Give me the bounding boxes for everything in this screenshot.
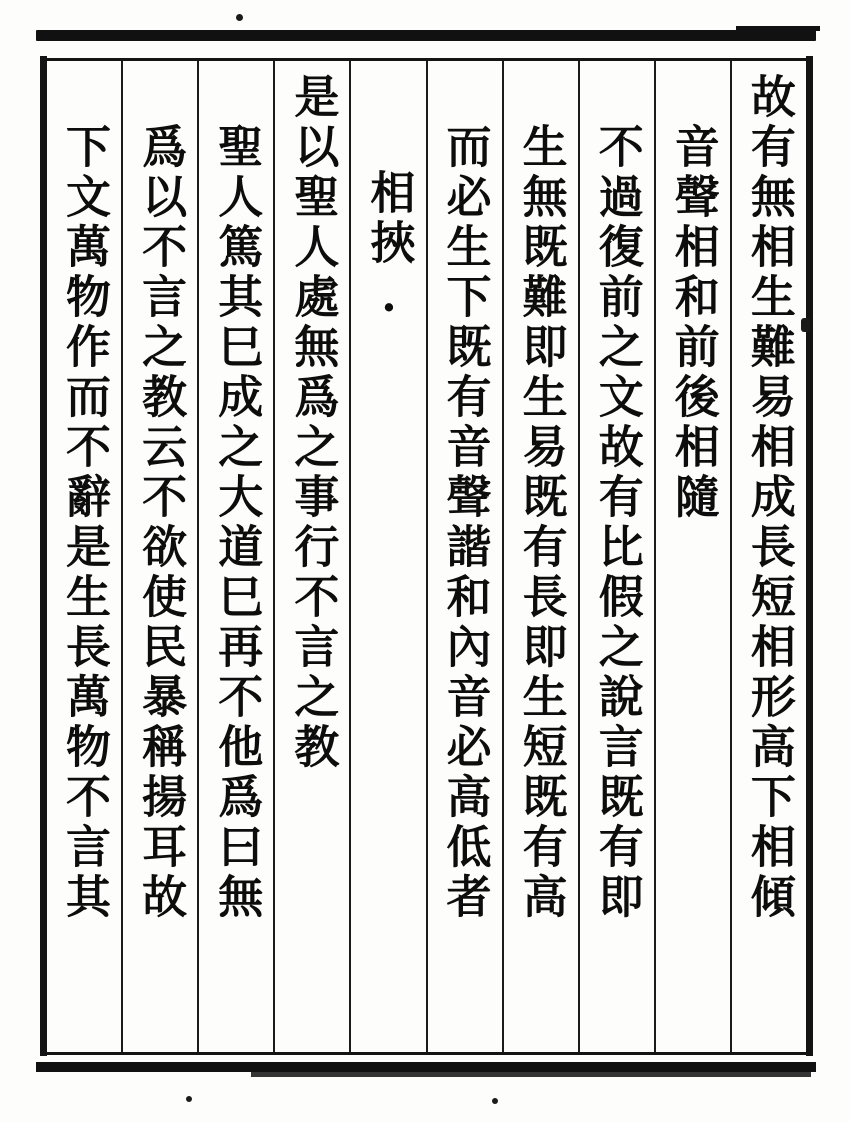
page-border-top	[36, 30, 816, 41]
text-column-4	[502, 61, 578, 1052]
page-border-inner-bottom	[44, 1052, 810, 1055]
text-column-6	[349, 61, 425, 1052]
ink-speck	[492, 1098, 498, 1104]
column-text: 聖人篤其巳成之大道巳再不他爲曰無	[210, 123, 264, 923]
text-column-8	[197, 61, 273, 1052]
text-column-1	[730, 61, 806, 1052]
text-column-7	[273, 61, 349, 1052]
column-text: 下文萬物作而不辭是生長萬物不言其	[58, 123, 112, 923]
text-column-5	[426, 61, 502, 1052]
column-text: 相挾.	[362, 169, 416, 327]
text-column-3	[578, 61, 654, 1052]
column-text: 故有無相生難易相成長短相形高下相傾	[742, 73, 796, 923]
column-text: 是以聖人處無爲之事行不言之教	[286, 73, 340, 773]
column-text: 爲以不言之教云不欲使民暴稱揚耳故	[134, 123, 188, 923]
column-text: 音聲相和前後相隨	[666, 123, 720, 523]
text-column-2	[654, 61, 730, 1052]
page-border-left	[40, 56, 47, 1056]
text-column-9	[121, 61, 197, 1052]
ink-speck	[186, 1096, 192, 1102]
text-column-container	[47, 61, 806, 1052]
column-text: 而必生下既有音聲諧和內音必高低者	[438, 123, 492, 923]
page-border-bottom	[36, 1062, 816, 1072]
page-border-right	[806, 56, 813, 1056]
column-text: 不過復前之文故有比假之說言既有即	[590, 123, 644, 923]
ink-speck	[236, 14, 243, 21]
text-column-10	[47, 61, 121, 1052]
column-text: 生無既難即生易既有長即生短既有高	[514, 123, 568, 923]
